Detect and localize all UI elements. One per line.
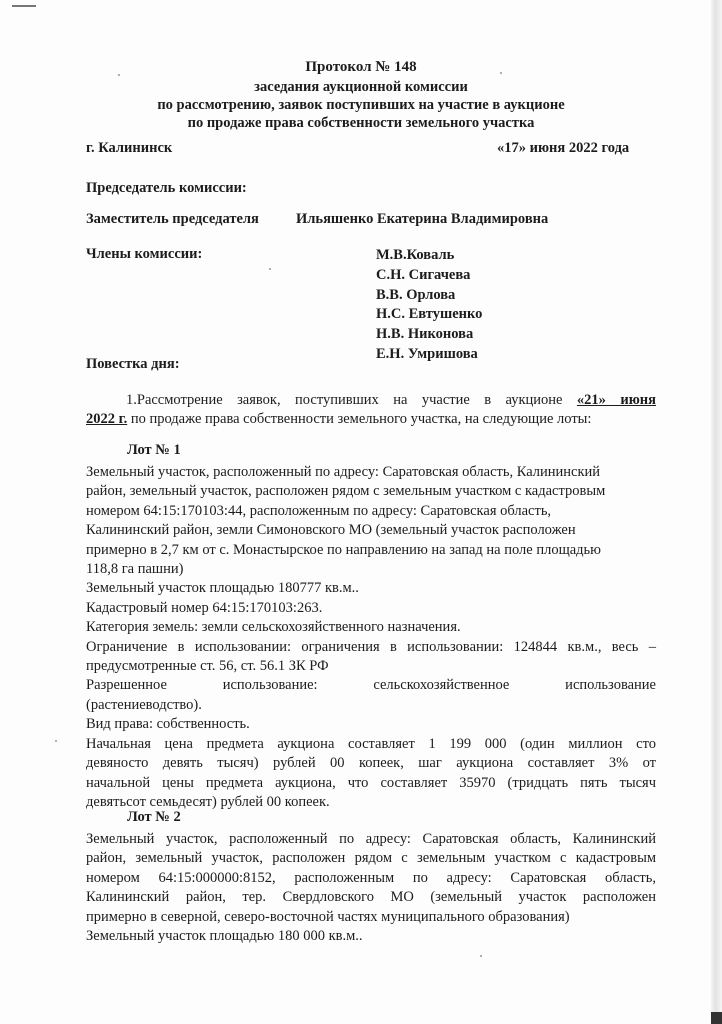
lot-line: район, земельный участок, расположен рядом с земельным участком с кадастровым xyxy=(86,483,606,500)
agenda-line xyxy=(86,391,656,410)
member-name: Е.Н. Умришова xyxy=(376,345,478,362)
lot-2-description xyxy=(86,830,656,946)
chair-label: Председатель комиссии: xyxy=(86,180,247,196)
agenda-prefix: 1.Рассмотрение заявок, поступивших на участие в аукционе xyxy=(126,392,577,408)
agenda-label: Повестка дня: xyxy=(86,356,180,372)
city: г. Калининск xyxy=(86,140,173,156)
protocol-subtitle-line: по рассмотрению, заявок поступивших на участие в аукционе xyxy=(157,97,565,113)
agenda-line xyxy=(86,410,656,429)
scan-artifact-mark xyxy=(12,5,36,7)
member-name: М.В.Коваль xyxy=(376,247,455,263)
protocol-subtitle-line: заседания аукционной комиссии xyxy=(254,79,468,95)
lot-line: Земельный участок, расположенный по адресу: Саратовская область, Калининский xyxy=(86,464,601,480)
lot-line: номером 64:15:000000:8152, расположенным по адресу: Саратовская область, xyxy=(86,869,656,886)
lot-1-title: Лот № 1 xyxy=(127,442,181,458)
member-name: С.Н. Сигачева xyxy=(376,266,471,283)
protocol-title: Протокол № 148 xyxy=(305,59,417,75)
lot-start-price: Начальная цена предмета аукциона составляет 1 199 000 (один миллион сто xyxy=(86,735,656,752)
lot-auction-step: начальной цены предмета аукциона, что составляет 35970 (тридцать пять тысяч xyxy=(86,774,656,791)
auction-date-year: 2022 г. xyxy=(86,411,128,428)
document-header xyxy=(0,58,722,132)
lot-line: номером 64:15:170103:44, расположенным по адресу: Саратовская область, xyxy=(86,502,552,519)
lot-auction-step-cont: девятьсот семьдесят) рублей 00 копеек. xyxy=(86,793,330,810)
lot-area: Земельный участок площадью 180777 кв.м.. xyxy=(86,580,359,597)
lot-right-type: Вид права: собственность. xyxy=(86,716,250,733)
members-label: Члены комиссии: xyxy=(86,246,203,262)
lot-1-description xyxy=(86,463,656,812)
lot-start-price-cont: девяносто девять тысяч) рублей 00 копеек, шаг аукциона составляет 3% от xyxy=(86,755,656,772)
member-name: В.В. Орлова xyxy=(376,286,456,303)
lot-line: примерно в 2,7 км от с. Монастырское по направлению на запад на поле площадью xyxy=(86,541,601,558)
meeting-date: «17» июня 2022 года xyxy=(497,140,630,156)
deputy-name: Ильяшенко Екатерина Владимировна xyxy=(296,211,549,227)
scan-artifact-corner xyxy=(711,1012,722,1024)
lot-permitted-use-cont: (растениеводство). xyxy=(86,696,202,713)
lot-line: район, земельный участок, расположен рядом с земельным участком с кадастровым xyxy=(86,850,656,867)
lot-restriction: Ограничение в использовании: ограничения в использовании: 124844 кв.м., весь – xyxy=(86,638,656,655)
lot-line: Земельный участок, расположенный по адресу: Саратовская область, Калининский xyxy=(86,831,656,847)
scan-speck xyxy=(55,740,57,742)
agenda-suffix: по продаже права собственности земельного участка, на следующие лоты: xyxy=(127,411,592,428)
lot-land-category: Категория земель: земли сельскохозяйственного назначения. xyxy=(86,619,461,636)
lot-2-title: Лот № 2 xyxy=(127,809,181,825)
protocol-subtitle-line: по продаже права собственности земельного участка xyxy=(187,115,535,131)
lot-restriction-cont: предусмотренные ст. 56, ст. 56.1 ЗК РФ xyxy=(86,658,329,675)
agenda-item xyxy=(86,391,656,430)
deputy-label: Заместитель председателя xyxy=(86,211,259,227)
scan-speck xyxy=(480,955,482,957)
lot-permitted-use: Разрешенное использование: сельскохозяйственное использование xyxy=(86,677,656,694)
member-name: Н.В. Никонова xyxy=(376,326,474,343)
scan-speck xyxy=(269,268,271,270)
members-list xyxy=(376,246,482,365)
member-name: Н.С. Евтушенко xyxy=(376,306,483,323)
scan-edge-shadow xyxy=(711,0,722,1024)
lot-line: Калининский район, тер. Свердловского МО (земельный участок расположен xyxy=(86,889,656,906)
auction-date-day: «21» июня xyxy=(576,392,656,408)
lot-area: Земельный участок площадью 180 000 кв.м.. xyxy=(86,928,363,945)
lot-line: примерно в северной, северо-восточной частях муниципального образования) xyxy=(86,908,570,925)
lot-line: Калининский район, земли Симоновского МО (земельный участок расположен xyxy=(86,522,576,539)
lot-line: 118,8 га пашни) xyxy=(86,561,184,578)
lot-cadastral-number: Кадастровый номер 64:15:170103:263. xyxy=(86,599,323,616)
